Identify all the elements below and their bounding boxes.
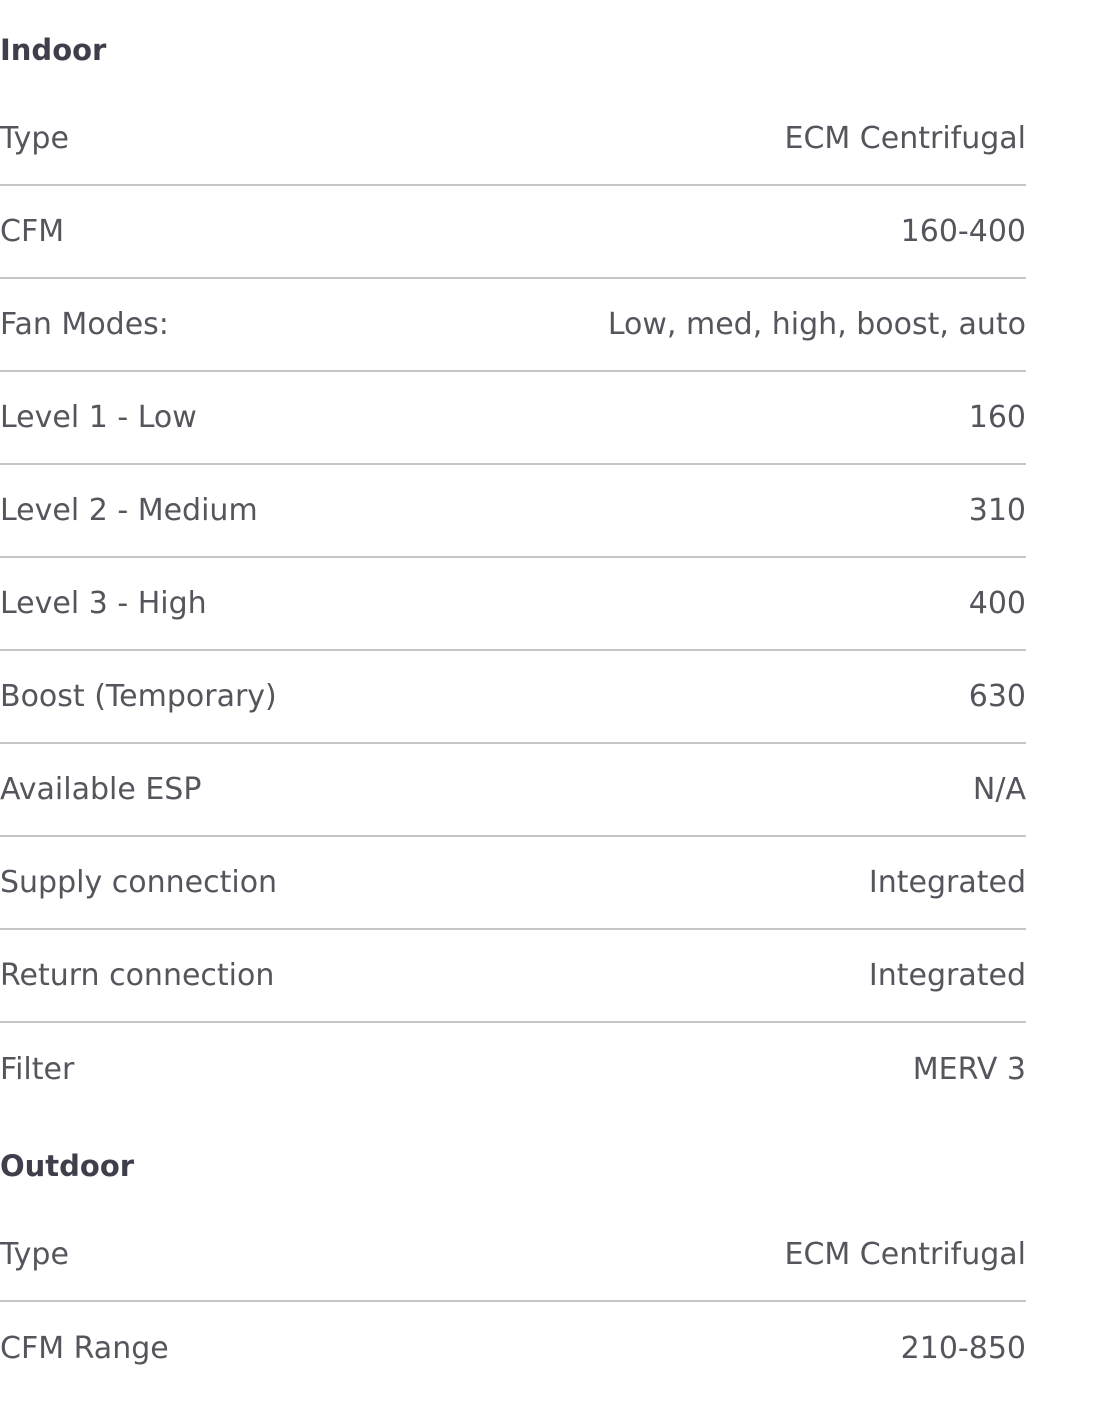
section-heading-indoor: Indoor	[0, 33, 107, 67]
spec-row	[0, 372, 1026, 465]
spec-row	[0, 1209, 1026, 1302]
spec-value: Low, med, high, boost, auto	[607, 307, 1026, 342]
spec-row	[0, 837, 1026, 930]
spec-value: 310	[968, 493, 1026, 528]
spec-label: CFM	[0, 214, 65, 249]
spec-value: 160-400	[900, 214, 1026, 249]
spec-row	[0, 558, 1026, 651]
spec-label: Fan Modes:	[0, 307, 169, 342]
spec-row	[0, 651, 1026, 744]
spec-label: Supply connection	[0, 865, 278, 900]
spec-value: N/A	[972, 772, 1026, 807]
spec-row	[0, 1302, 1026, 1395]
spec-label: Level 1 - Low	[0, 400, 197, 435]
section-heading-outdoor: Outdoor	[0, 1149, 135, 1183]
spec-label: CFM Range	[0, 1331, 169, 1366]
spec-value: Integrated	[868, 865, 1026, 900]
spec-row	[0, 186, 1026, 279]
spec-value: 630	[968, 679, 1026, 714]
spec-value: ECM Centrifugal	[784, 121, 1026, 156]
spec-value: 160	[968, 400, 1026, 435]
spec-value: ECM Centrifugal	[784, 1237, 1026, 1272]
spec-label: Boost (Temporary)	[0, 679, 277, 714]
spec-row	[0, 930, 1026, 1023]
spec-value: Integrated	[868, 958, 1026, 993]
spec-value: MERV 3	[912, 1052, 1026, 1087]
spec-row	[0, 744, 1026, 837]
spec-row	[0, 279, 1026, 372]
spec-label: Type	[0, 121, 69, 156]
spec-label: Type	[0, 1237, 69, 1272]
spec-value: 400	[968, 586, 1026, 621]
spec-row	[0, 1023, 1026, 1116]
spec-label: Return connection	[0, 958, 275, 993]
spec-row	[0, 465, 1026, 558]
spec-label: Available ESP	[0, 772, 202, 807]
spec-label: Filter	[0, 1052, 75, 1087]
spec-row	[0, 93, 1026, 186]
spec-label: Level 2 - Medium	[0, 493, 258, 528]
spec-label: Level 3 - High	[0, 586, 207, 621]
spec-value: 210-850	[900, 1331, 1026, 1366]
